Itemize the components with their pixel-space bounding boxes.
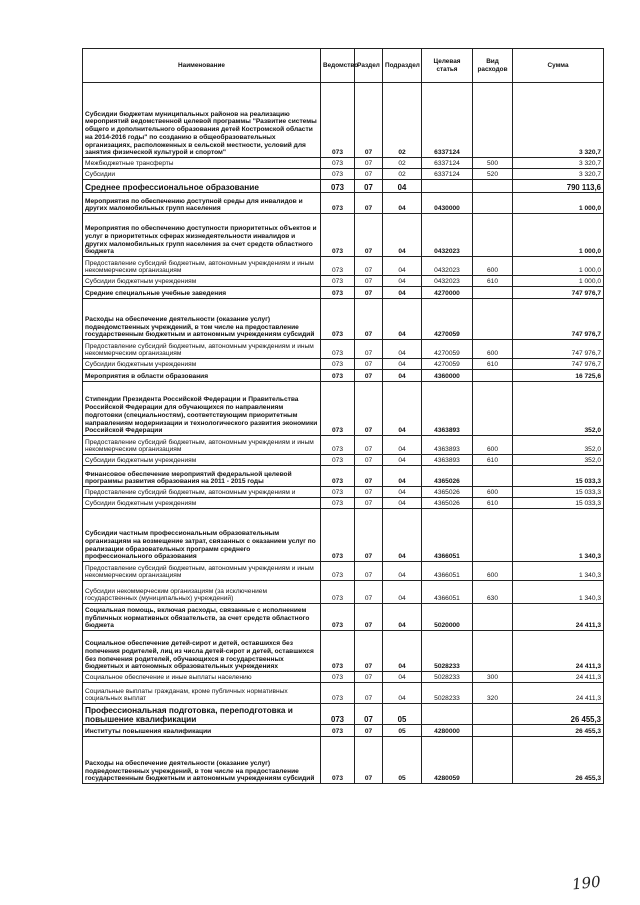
row-vedomstvo: 073	[321, 498, 355, 509]
header-target: Целевая статья	[422, 49, 473, 83]
row-target: 4365026	[422, 498, 473, 509]
row-vid	[473, 704, 513, 725]
row-name: Мероприятия по обеспечению доступности приоритетных объектов и услуг в приоритетных сферах жизнедеятельности инвалидов и других маломобильных групп населения за счет средств областного бюджета	[83, 214, 321, 257]
row-vedomstvo: 073	[321, 455, 355, 466]
row-name: Социальное обеспечение и иные выплаты населению	[83, 672, 321, 683]
row-name: Субсидии частным профессиональным образовательным организациям на возмещение затрат, связанных с оказанием услуг по реализации образовательных программ среднего профессионального образования	[83, 509, 321, 562]
row-name: Социальное обеспечение детей-сирот и детей, оставшихся без попечения родителей, лиц из числа детей-сирот и детей, оставшихся без попечения родителей, обучающихся в государственных бюджетных и автономных образовательных учреждениях	[83, 631, 321, 672]
table-row	[83, 287, 604, 299]
row-vedomstvo: 073	[321, 158, 355, 169]
row-name: Предоставление субсидий бюджетным, автономным учреждениям и иным некоммерческим организациям	[83, 436, 321, 455]
row-vedomstvo: 073	[321, 180, 355, 193]
row-target: 4270059	[422, 340, 473, 359]
row-razdel: 07	[355, 487, 383, 498]
row-sum: 26 455,3	[513, 704, 604, 725]
row-sum: 352,0	[513, 382, 604, 436]
table-row	[83, 466, 604, 487]
row-podrazdel: 04	[383, 299, 422, 340]
row-vedomstvo: 073	[321, 562, 355, 581]
row-vedomstvo: 073	[321, 214, 355, 257]
row-razdel: 07	[355, 287, 383, 299]
row-razdel: 07	[355, 672, 383, 683]
row-podrazdel: 05	[383, 704, 422, 725]
row-vid	[473, 509, 513, 562]
table-row	[83, 83, 604, 158]
row-vedomstvo: 073	[321, 487, 355, 498]
header-razdel: Раздел	[355, 49, 383, 83]
table-header-row	[83, 49, 604, 83]
row-target: 0432023	[422, 276, 473, 287]
header-vid: Вид расходов	[473, 49, 513, 83]
row-sum: 747 976,7	[513, 287, 604, 299]
row-name: Социальная помощь, включая расходы, связанные с исполнением публичных нормативных обязательств, за счет средств областного бюджета	[83, 604, 321, 631]
row-vid: 600	[473, 436, 513, 455]
row-sum: 1 000,0	[513, 193, 604, 214]
row-target: 4363893	[422, 455, 473, 466]
row-podrazdel: 04	[383, 214, 422, 257]
row-podrazdel: 04	[383, 498, 422, 509]
row-podrazdel: 04	[383, 487, 422, 498]
row-sum: 1 340,3	[513, 509, 604, 562]
budget-table	[82, 48, 604, 784]
table-row	[83, 299, 604, 340]
table-row	[83, 581, 604, 604]
table-row	[83, 455, 604, 466]
row-podrazdel: 04	[383, 466, 422, 487]
row-vedomstvo: 073	[321, 83, 355, 158]
row-vid	[473, 382, 513, 436]
row-vid: 300	[473, 672, 513, 683]
row-sum: 1 340,3	[513, 581, 604, 604]
row-sum: 24 411,3	[513, 683, 604, 704]
row-podrazdel: 04	[383, 581, 422, 604]
table-row	[83, 704, 604, 725]
header-sum: Сумма	[513, 49, 604, 83]
row-sum: 747 976,7	[513, 340, 604, 359]
row-name: Профессиональная подготовка, переподготовка и повышение квалификации	[83, 704, 321, 725]
row-vid: 610	[473, 455, 513, 466]
row-sum: 16 725,6	[513, 370, 604, 382]
row-razdel: 07	[355, 276, 383, 287]
row-vid: 500	[473, 158, 513, 169]
row-razdel: 07	[355, 180, 383, 193]
row-vid: 610	[473, 359, 513, 370]
row-vedomstvo: 073	[321, 436, 355, 455]
table-row	[83, 436, 604, 455]
row-vedomstvo: 073	[321, 276, 355, 287]
row-razdel: 07	[355, 169, 383, 180]
row-target: 0430000	[422, 193, 473, 214]
row-sum: 352,0	[513, 455, 604, 466]
row-vid	[473, 725, 513, 737]
table-row	[83, 214, 604, 257]
table-row	[83, 509, 604, 562]
row-vedomstvo: 073	[321, 683, 355, 704]
row-vid	[473, 193, 513, 214]
row-podrazdel: 04	[383, 436, 422, 455]
row-sum: 1 000,0	[513, 214, 604, 257]
row-vedomstvo: 073	[321, 340, 355, 359]
row-name: Среднее профессиональное образование	[83, 180, 321, 193]
row-sum: 352,0	[513, 436, 604, 455]
header-name: Наименование	[83, 49, 321, 83]
row-razdel: 07	[355, 683, 383, 704]
row-vid: 600	[473, 487, 513, 498]
row-podrazdel: 05	[383, 725, 422, 737]
row-name: Стипендии Президента Российской Федерации и Правительства Российской Федерации для обучающихся по направлениям подготовки (специальностям), соответствующим приоритетным направлениям модернизации и технологического развития экономики Российской Федерации	[83, 382, 321, 436]
table-row	[83, 562, 604, 581]
table-row	[83, 382, 604, 436]
row-sum: 24 411,3	[513, 672, 604, 683]
table-row	[83, 604, 604, 631]
row-razdel: 07	[355, 498, 383, 509]
row-razdel: 07	[355, 299, 383, 340]
row-vedomstvo: 073	[321, 299, 355, 340]
row-name: Предоставление субсидий бюджетным, автономным учреждениям и иным некоммерческим организациям	[83, 340, 321, 359]
row-podrazdel: 02	[383, 169, 422, 180]
row-razdel: 07	[355, 737, 383, 784]
row-sum: 26 455,3	[513, 725, 604, 737]
row-razdel: 07	[355, 725, 383, 737]
row-name: Межбюджетные трансферты	[83, 158, 321, 169]
row-razdel: 07	[355, 509, 383, 562]
row-vedomstvo: 073	[321, 382, 355, 436]
row-podrazdel: 04	[383, 340, 422, 359]
row-podrazdel: 04	[383, 672, 422, 683]
row-name: Средние специальные учебные заведения	[83, 287, 321, 299]
row-target: 6337124	[422, 158, 473, 169]
table-row	[83, 672, 604, 683]
row-target: 5028233	[422, 683, 473, 704]
row-razdel: 07	[355, 340, 383, 359]
row-vid	[473, 299, 513, 340]
row-vedomstvo: 073	[321, 509, 355, 562]
row-podrazdel: 02	[383, 83, 422, 158]
row-sum: 1 000,0	[513, 257, 604, 276]
row-razdel: 07	[355, 382, 383, 436]
row-target: 4270059	[422, 359, 473, 370]
row-vid: 610	[473, 498, 513, 509]
row-name: Субсидии бюджетным учреждениям	[83, 455, 321, 466]
row-name: Финансовое обеспечение мероприятий федеральной целевой программы развития образования на 2011 - 2015 годы	[83, 466, 321, 487]
row-target: 4270000	[422, 287, 473, 299]
row-target: 4363893	[422, 382, 473, 436]
row-vedomstvo: 073	[321, 370, 355, 382]
row-name: Мероприятия в области образования	[83, 370, 321, 382]
row-vedomstvo: 073	[321, 287, 355, 299]
row-podrazdel: 04	[383, 382, 422, 436]
row-vid	[473, 737, 513, 784]
row-target: 0432023	[422, 257, 473, 276]
row-vedomstvo: 073	[321, 169, 355, 180]
row-razdel: 07	[355, 359, 383, 370]
table-row	[83, 737, 604, 784]
row-vid: 320	[473, 683, 513, 704]
table-row	[83, 257, 604, 276]
row-vedomstvo: 073	[321, 737, 355, 784]
row-razdel: 07	[355, 581, 383, 604]
header-podrazdel: Подраздел	[383, 49, 422, 83]
row-razdel: 07	[355, 214, 383, 257]
row-vid: 610	[473, 276, 513, 287]
row-razdel: 07	[355, 193, 383, 214]
row-vid	[473, 370, 513, 382]
row-podrazdel: 04	[383, 562, 422, 581]
row-razdel: 07	[355, 158, 383, 169]
row-target	[422, 704, 473, 725]
row-target: 4363893	[422, 436, 473, 455]
row-target: 4280000	[422, 725, 473, 737]
row-name: Субсидии	[83, 169, 321, 180]
row-vedomstvo: 073	[321, 359, 355, 370]
row-vedomstvo: 073	[321, 466, 355, 487]
row-podrazdel: 04	[383, 276, 422, 287]
row-name: Предоставление субсидий бюджетным, автономным учреждениям и	[83, 487, 321, 498]
row-target: 6337124	[422, 83, 473, 158]
row-podrazdel: 04	[383, 683, 422, 704]
header-vedomstvo: Ведомство	[321, 49, 355, 83]
row-vid: 600	[473, 562, 513, 581]
row-podrazdel: 04	[383, 257, 422, 276]
row-podrazdel: 04	[383, 359, 422, 370]
row-vedomstvo: 073	[321, 672, 355, 683]
page-number: 190	[571, 872, 602, 894]
table-row	[83, 370, 604, 382]
row-razdel: 07	[355, 466, 383, 487]
row-target: 4366051	[422, 562, 473, 581]
row-razdel: 07	[355, 631, 383, 672]
row-name: Институты повышения квалификации	[83, 725, 321, 737]
row-name: Социальные выплаты гражданам, кроме публичных нормативных социальных выплат	[83, 683, 321, 704]
row-sum: 15 033,3	[513, 498, 604, 509]
row-vedomstvo: 073	[321, 704, 355, 725]
row-razdel: 07	[355, 562, 383, 581]
row-podrazdel: 05	[383, 737, 422, 784]
row-vedomstvo: 073	[321, 604, 355, 631]
row-vid	[473, 466, 513, 487]
row-target: 4365026	[422, 487, 473, 498]
row-razdel: 07	[355, 83, 383, 158]
row-sum: 3 320,7	[513, 83, 604, 158]
row-vedomstvo: 073	[321, 257, 355, 276]
row-podrazdel: 04	[383, 287, 422, 299]
row-target: 0432023	[422, 214, 473, 257]
row-vedomstvo: 073	[321, 193, 355, 214]
row-sum: 747 976,7	[513, 299, 604, 340]
row-podrazdel: 04	[383, 180, 422, 193]
row-target: 4366051	[422, 509, 473, 562]
row-name: Мероприятия по обеспечению доступной среды для инвалидов и других маломобильных групп населения	[83, 193, 321, 214]
row-vid: 630	[473, 581, 513, 604]
row-target: 6337124	[422, 169, 473, 180]
row-razdel: 07	[355, 455, 383, 466]
row-vid	[473, 180, 513, 193]
row-target: 4366051	[422, 581, 473, 604]
table-row	[83, 631, 604, 672]
row-vedomstvo: 073	[321, 631, 355, 672]
row-name: Субсидии бюджетным учреждениям	[83, 276, 321, 287]
row-target: 5020000	[422, 604, 473, 631]
row-name: Субсидии бюджетным учреждениям	[83, 359, 321, 370]
row-podrazdel: 04	[383, 370, 422, 382]
row-vedomstvo: 073	[321, 725, 355, 737]
row-name: Субсидии некоммерческим организациям (за исключением государственных (муниципальных) учреждений)	[83, 581, 321, 604]
row-sum: 1 340,3	[513, 562, 604, 581]
table-row	[83, 169, 604, 180]
row-vid: 600	[473, 257, 513, 276]
row-name: Расходы на обеспечение деятельности (оказание услуг) подведомственных учреждений, в том числе на предоставление государственным бюджетным и автономным учреждениям субсидий	[83, 737, 321, 784]
row-vid	[473, 83, 513, 158]
table-row	[83, 725, 604, 737]
row-sum: 3 320,7	[513, 169, 604, 180]
row-sum: 24 411,3	[513, 604, 604, 631]
row-target: 4360000	[422, 370, 473, 382]
table-row	[83, 276, 604, 287]
table-row	[83, 340, 604, 359]
row-name: Субсидии бюджетам муниципальных районов на реализацию мероприятий ведомственной целевой программы "Развитие системы общего и дополнительного образования детей Костромской области на 2014-2016 годы" по созданию в общеобразовательных организациях, расположенных в сельской местности, условий для занятия физической культурой и спортом"	[83, 83, 321, 158]
row-podrazdel: 02	[383, 158, 422, 169]
table-row	[83, 158, 604, 169]
row-target: 4280059	[422, 737, 473, 784]
row-sum: 15 033,3	[513, 466, 604, 487]
row-name: Предоставление субсидий бюджетным, автономным учреждениям и иным некоммерческим организациям	[83, 257, 321, 276]
row-name: Расходы на обеспечение деятельности (оказание услуг) подведомственных учреждений, в том числе на предоставление государственным бюджетным и автономным учреждениям субсидий	[83, 299, 321, 340]
row-sum: 747 976,7	[513, 359, 604, 370]
row-vedomstvo: 073	[321, 581, 355, 604]
table-row	[83, 180, 604, 193]
row-podrazdel: 04	[383, 604, 422, 631]
table-row	[83, 683, 604, 704]
table-row	[83, 193, 604, 214]
row-sum: 790 113,6	[513, 180, 604, 193]
row-sum: 1 000,0	[513, 276, 604, 287]
row-razdel: 07	[355, 370, 383, 382]
row-vid	[473, 214, 513, 257]
row-target: 4270059	[422, 299, 473, 340]
row-razdel: 07	[355, 257, 383, 276]
row-podrazdel: 04	[383, 631, 422, 672]
row-razdel: 07	[355, 704, 383, 725]
row-vid	[473, 287, 513, 299]
row-vid: 520	[473, 169, 513, 180]
row-target	[422, 180, 473, 193]
row-podrazdel: 04	[383, 509, 422, 562]
row-name: Субсидии бюджетным учреждениям	[83, 498, 321, 509]
row-razdel: 07	[355, 604, 383, 631]
table-row	[83, 359, 604, 370]
row-sum: 3 320,7	[513, 158, 604, 169]
row-name: Предоставление субсидий бюджетным, автономным учреждениям и иным некоммерческим организациям	[83, 562, 321, 581]
table-row	[83, 487, 604, 498]
row-podrazdel: 04	[383, 193, 422, 214]
row-vid	[473, 631, 513, 672]
row-target: 5028233	[422, 672, 473, 683]
row-podrazdel: 04	[383, 455, 422, 466]
row-target: 4365026	[422, 466, 473, 487]
row-sum: 24 411,3	[513, 631, 604, 672]
row-razdel: 07	[355, 436, 383, 455]
row-target: 5028233	[422, 631, 473, 672]
table-body	[83, 83, 604, 784]
row-vid: 600	[473, 340, 513, 359]
table-row	[83, 498, 604, 509]
row-sum: 15 033,3	[513, 487, 604, 498]
row-vid	[473, 604, 513, 631]
row-sum: 26 455,3	[513, 737, 604, 784]
